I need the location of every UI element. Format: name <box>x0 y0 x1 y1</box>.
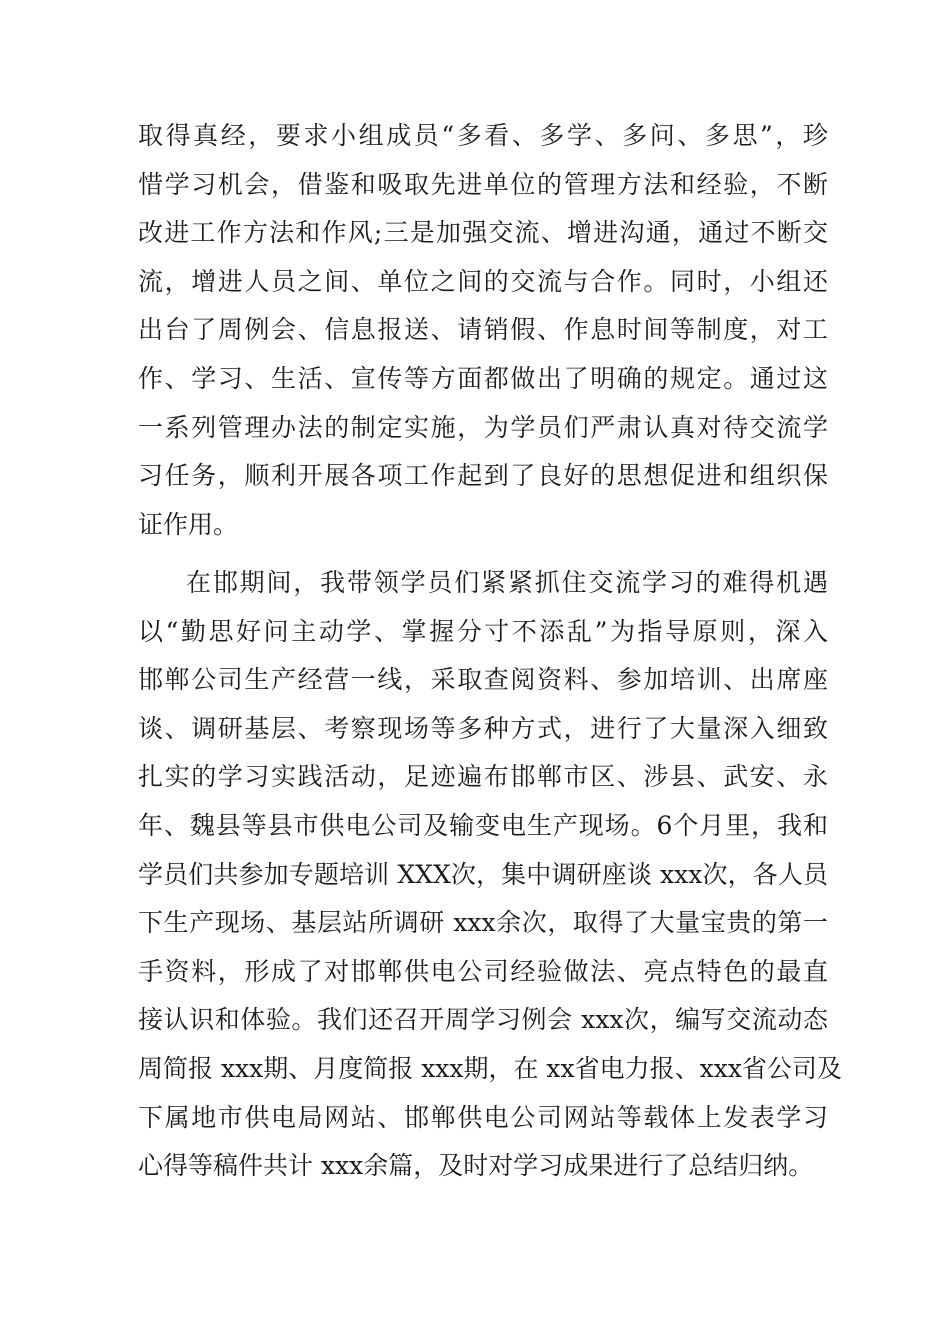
paragraph-line: 接认识和体验。我们还召开周学习例会 xxx次，编写交流动态 <box>138 1005 828 1035</box>
paragraph-line: 出台了周例会、信息报送、请销假、作息时间等制度，对工 <box>138 315 828 345</box>
paragraph-line: 扎实的学习实践活动，足迹遍布邯郸市区、涉县、武安、永 <box>138 762 828 792</box>
paragraph-line: 谈、调研基层、考察现场等多种方式，进行了大量深入细致 <box>138 713 828 743</box>
paragraph-line: 作、学习、生活、宣传等方面都做出了明确的规定。通过这 <box>138 363 828 393</box>
paragraph-line: 年、魏县等县市供电公司及输变电生产现场。6个月里，我和 <box>138 810 828 840</box>
paragraph-line: 一系列管理办法的制定实施，为学员们严肃认真对待交流学 <box>138 412 828 442</box>
paragraph-line: 以“勤思好问主动学、掌握分寸不添乱”为指导原则，深入 <box>138 616 828 646</box>
paragraph-line: 证作用。 <box>138 509 239 539</box>
paragraph-line: 改进工作方法和作风;三是加强交流、增进沟通，通过不断交 <box>138 218 828 248</box>
paragraph-line: 在邯期间，我带领学员们紧紧抓住交流学习的难得机遇 <box>186 568 828 597</box>
paragraph-line: 习任务，顺利开展各项工作起到了良好的思想促进和组织保 <box>138 461 828 491</box>
paragraph-line: 下属地市供电局网站、邯郸供电公司网站等载体上发表学习 <box>138 1102 828 1132</box>
paragraph-line: 惜学习机会，借鉴和吸取先进单位的管理方法和经验，不断 <box>138 169 828 199</box>
paragraph-line: 下生产现场、基层站所调研 xxx余次，取得了大量宝贵的第一 <box>138 908 828 938</box>
paragraph-line: 学员们共参加专题培训 XXX次，集中调研座谈 xxx次，各人员 <box>138 859 828 889</box>
paragraph-management-rules <box>138 112 828 549</box>
paragraph-line: 取得真经，要求小组成员“多看、多学、多问、多思”，珍 <box>138 121 828 150</box>
paragraph-study-activities <box>138 559 842 1191</box>
paragraph-line: 心得等稿件共计 xxx余篇，及时对学习成果进行了总结归纳。 <box>138 1151 814 1181</box>
paragraph-line: 流，增进人员之间、单位之间的交流与合作。同时，小组还 <box>138 266 828 296</box>
paragraph-line: 邯郸公司生产经营一线，采取查阅资料、参加培训、出席座 <box>138 665 828 695</box>
paragraph-line: 周简报 xxx期、月度简报 xxx期，在 xx省电力报、xxx省公司及 <box>138 1053 842 1083</box>
paragraph-line: 手资料，形成了对邯郸供电公司经验做法、亮点特色的最直 <box>138 956 828 986</box>
